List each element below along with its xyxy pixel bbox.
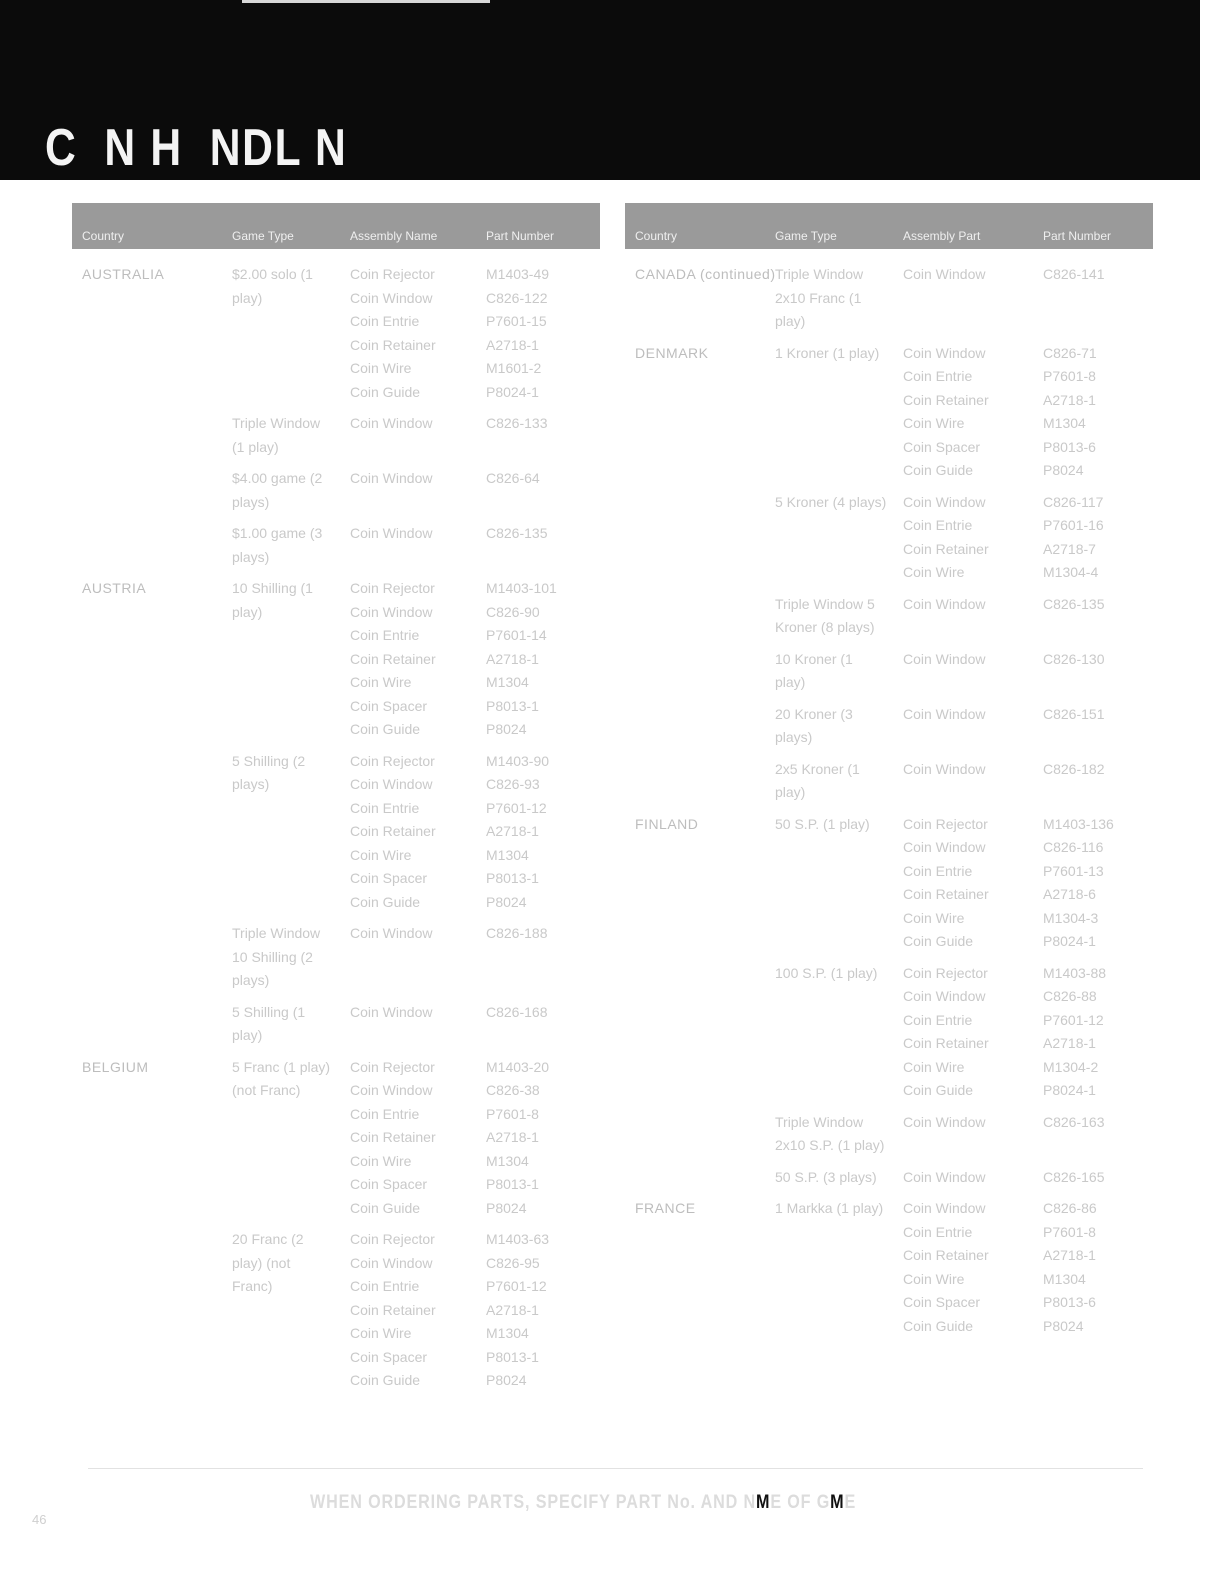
part-number: P8024: [486, 721, 527, 737]
right-header-country: Country: [625, 203, 765, 249]
assembly-name-cell: [340, 750, 476, 915]
country-cell: [625, 593, 765, 640]
right-header-type: Game Type: [765, 203, 893, 249]
part-number: P8013-1: [486, 870, 539, 886]
left-header-part: Part Number: [476, 203, 600, 249]
part-number: A2718-1: [486, 336, 539, 353]
assembly-name-cell: [893, 593, 1033, 640]
assembly-name: Coin Rejector: [350, 1231, 435, 1247]
country-cell: [625, 1111, 765, 1158]
part-number: C826-130: [1043, 650, 1105, 667]
assembly-name-cell: [893, 648, 1033, 695]
game-type-cell: Triple Window (1 play): [232, 415, 321, 455]
assembly-name-cell: [340, 263, 476, 404]
country-cell: [72, 412, 222, 459]
part-number: P8024: [486, 893, 527, 910]
part-number-cell: [1033, 342, 1153, 483]
table-row: [625, 703, 1153, 750]
assembly-name: Coin Window: [350, 525, 433, 541]
assembly-name-cell: [340, 577, 476, 742]
part-number: P7601-16: [1043, 517, 1104, 533]
assembly-name-cell: [893, 758, 1033, 805]
game-type-cell: 20 Kroner (3 plays): [775, 705, 853, 745]
assembly-name: Coin Entrie: [350, 799, 420, 816]
left-header-row: [72, 203, 600, 249]
assembly-name: Coin Wire: [350, 1152, 412, 1169]
part-number: P7601-15: [486, 313, 547, 329]
part-number-cell: [1033, 758, 1153, 805]
part-number: P8013-1: [486, 1348, 539, 1365]
part-number: M1304-3: [1043, 909, 1099, 926]
game-type-cell: $1.00 game (3 plays): [232, 525, 323, 565]
table-row: [72, 922, 600, 993]
part-number: C826-163: [1043, 1113, 1105, 1130]
country-cell: [72, 522, 222, 569]
part-number-cell: [476, 922, 600, 993]
country-cell: [625, 758, 765, 805]
country-cell: FRANCE: [635, 1200, 696, 1216]
part-number: A2718-1: [1043, 1035, 1096, 1051]
assembly-name: Coin Retainer: [903, 391, 989, 408]
part-number: P7601-14: [486, 627, 547, 643]
part-number: P8024: [486, 1199, 527, 1216]
part-number: C826-182: [1043, 760, 1105, 777]
assembly-name: Coin Guide: [903, 1317, 974, 1334]
part-number: C826-93: [486, 776, 540, 792]
assembly-name: Coin Wire: [350, 360, 412, 376]
part-number: C826-135: [486, 525, 548, 541]
part-number: M1304: [486, 674, 529, 690]
footer-ordering-note: [310, 1492, 857, 1514]
assembly-name: Coin Retainer: [350, 823, 436, 839]
game-type-cell: 10 Shilling (1 play): [232, 580, 313, 620]
part-number: C826-165: [1043, 1168, 1105, 1185]
left-header-name: Assembly Name: [340, 203, 476, 249]
page-title: C N H NDL N: [45, 119, 361, 177]
assembly-name: Coin Window: [903, 650, 986, 667]
assembly-name: Coin Wire: [903, 1058, 965, 1075]
game-type-cell: Triple Window 10 Shilling (2 plays): [232, 925, 321, 988]
part-number: P8013-1: [486, 1176, 539, 1192]
assembly-name: Coin Entrie: [903, 862, 973, 879]
table-row: [72, 1228, 600, 1393]
game-type-cell: 50 S.P. (3 plays): [775, 1168, 877, 1185]
assembly-name: Coin Window: [903, 1168, 986, 1185]
part-number-cell: [476, 263, 600, 404]
game-type-cell: 2x5 Kroner (1 play): [775, 760, 860, 800]
header-tab-strip: [242, 0, 490, 3]
assembly-name: Coin Window: [903, 760, 986, 777]
assembly-name: Coin Guide: [350, 1372, 421, 1388]
table-row: [625, 962, 1153, 1103]
assembly-name-cell: [340, 1228, 476, 1393]
country-cell: [72, 1228, 222, 1393]
part-number: M1403-136: [1043, 815, 1114, 832]
assembly-name: Coin Spacer: [350, 870, 428, 886]
part-number: P7601-8: [1043, 368, 1096, 384]
part-number: A2718-1: [486, 1129, 539, 1145]
footer-divider: [88, 1468, 1143, 1469]
table-row: [625, 491, 1153, 585]
assembly-name: Coin Retainer: [350, 336, 436, 353]
part-number: P7601-12: [486, 1278, 547, 1294]
part-number: C826-168: [486, 1003, 548, 1020]
assembly-name: Coin Spacer: [903, 1294, 981, 1310]
game-type-cell: 1 Kroner (1 play): [775, 344, 880, 361]
part-number: P8024: [486, 1372, 527, 1388]
part-number-cell: [476, 412, 600, 459]
assembly-name: Coin Rejector: [350, 266, 435, 282]
assembly-name: Coin Window: [350, 415, 433, 431]
part-number: P7601-8: [486, 1105, 539, 1122]
assembly-name: Coin Retainer: [903, 886, 989, 902]
part-number: P8024-1: [1043, 1082, 1096, 1098]
assembly-name: Coin Window: [350, 1003, 433, 1020]
table-row: [72, 522, 600, 569]
part-number: P7601-12: [1043, 1011, 1104, 1028]
country-cell: [625, 962, 765, 1103]
assembly-name: Coin Window: [350, 1082, 433, 1098]
assembly-name-cell: [893, 263, 1033, 334]
country-cell: [72, 750, 222, 915]
table-row: [625, 758, 1153, 805]
table-row: [625, 1197, 1153, 1338]
footer-text-emph: M: [830, 1492, 845, 1513]
part-number: M1403-63: [486, 1231, 550, 1247]
part-number-cell: [1033, 813, 1153, 954]
assembly-name: Coin Window: [350, 470, 433, 486]
part-number: P8024: [1043, 462, 1084, 478]
game-type-cell: 10 Kroner (1 play): [775, 650, 853, 690]
game-type-cell: 1 Markka (1 play): [775, 1200, 884, 1216]
part-number: C826-151: [1043, 705, 1105, 722]
assembly-name: Coin Wire: [903, 415, 965, 431]
left-header-type: Game Type: [222, 203, 340, 249]
part-number: C826-117: [1043, 493, 1104, 510]
assembly-name: Coin Retainer: [350, 650, 436, 667]
part-number: C826-64: [486, 470, 540, 486]
table-row: [72, 467, 600, 514]
assembly-name: Coin Rejector: [903, 964, 988, 981]
assembly-name: Coin Entrie: [903, 368, 973, 384]
part-number: M1304: [1043, 1270, 1086, 1287]
assembly-name: Coin Wire: [350, 674, 412, 690]
right-header-row: [625, 203, 1153, 249]
table-row: [625, 1166, 1153, 1190]
assembly-name-cell: [340, 1056, 476, 1221]
game-type-cell: Triple Window 5 Kroner (8 plays): [775, 595, 875, 635]
assembly-name: Coin Window: [350, 1254, 433, 1271]
assembly-name: Coin Entrie: [350, 1278, 420, 1294]
assembly-name: Coin Wire: [350, 846, 412, 863]
game-type-cell: Triple Window 2x10 Franc (1 play): [775, 266, 864, 329]
game-type-cell: 5 Shilling (1 play): [232, 1003, 306, 1043]
part-number: C826-133: [486, 415, 548, 431]
assembly-name: Coin Retainer: [903, 1035, 989, 1051]
assembly-name: Coin Window: [903, 595, 986, 612]
part-number: C826-38: [486, 1082, 540, 1098]
assembly-name-cell: [340, 522, 476, 569]
assembly-name-cell: [893, 342, 1033, 483]
part-number: C826-135: [1043, 595, 1105, 612]
table-row: [72, 1056, 600, 1221]
part-number: A2718-1: [486, 650, 539, 667]
country-cell: [625, 1166, 765, 1190]
assembly-name-cell: [893, 1166, 1033, 1190]
assembly-name-cell: [893, 1197, 1033, 1338]
part-number: M1304: [486, 1325, 529, 1341]
country-cell: FINLAND: [635, 815, 699, 832]
assembly-name: Coin Guide: [903, 1082, 974, 1098]
assembly-name: Coin Rejector: [350, 752, 435, 769]
part-number-cell: [476, 522, 600, 569]
right-table-body: [625, 263, 1153, 1346]
part-number: M1601-2: [486, 360, 542, 376]
game-type-cell: 5 Shilling (2 plays): [232, 752, 306, 792]
assembly-name: Coin Guide: [350, 1199, 421, 1216]
country-cell: [625, 703, 765, 750]
part-number: C826-188: [486, 925, 548, 941]
part-number: C826-122: [486, 289, 548, 306]
part-number: C826-95: [486, 1254, 540, 1271]
left-parts-table: [72, 203, 600, 1401]
assembly-name: Coin Window: [903, 839, 986, 855]
part-number-cell: [1033, 648, 1153, 695]
assembly-name: Coin Guide: [350, 893, 421, 910]
part-number-cell: [476, 750, 600, 915]
assembly-name: Coin Window: [903, 344, 986, 361]
country-cell: BELGIUM: [82, 1058, 149, 1075]
assembly-name: Coin Entrie: [903, 1011, 973, 1028]
country-cell: [625, 648, 765, 695]
part-number-cell: [1033, 593, 1153, 640]
assembly-name: Coin Window: [903, 1113, 986, 1130]
assembly-name: Coin Wire: [903, 909, 965, 926]
part-number-cell: [476, 1228, 600, 1393]
assembly-name-cell: [893, 1111, 1033, 1158]
assembly-name: Coin Guide: [903, 462, 974, 478]
part-number: C826-116: [1043, 839, 1104, 855]
assembly-name: Coin Entrie: [350, 313, 420, 329]
part-number: A2718-6: [1043, 886, 1096, 902]
assembly-name: Coin Spacer: [350, 1176, 428, 1192]
assembly-name: Coin Guide: [903, 933, 974, 949]
assembly-name: Coin Rejector: [903, 815, 988, 832]
part-number: P8024-1: [1043, 933, 1096, 949]
table-row: [72, 577, 600, 742]
part-number-cell: [1033, 962, 1153, 1103]
part-number: P8024-1: [486, 383, 539, 400]
game-type-cell: 100 S.P. (1 play): [775, 964, 878, 981]
part-number: P8024: [1043, 1317, 1084, 1334]
table-row: [72, 263, 600, 404]
part-number: P7601-8: [1043, 1223, 1096, 1240]
part-number: C826-71: [1043, 344, 1097, 361]
footer-text-part: WHEN ORDERING PARTS, SPECIFY PART No. AND N: [310, 1492, 757, 1513]
assembly-name: Coin Retainer: [903, 1247, 989, 1263]
part-number: C826-86: [1043, 1200, 1097, 1216]
assembly-name-cell: [340, 1001, 476, 1048]
assembly-name: Coin Window: [903, 988, 986, 1004]
assembly-name: Coin Window: [350, 925, 433, 941]
game-type-cell: 20 Franc (2 play) (not Franc): [232, 1231, 304, 1294]
assembly-name-cell: [340, 922, 476, 993]
page-number: 46: [32, 1512, 47, 1527]
right-header-name: Assembly Part: [893, 203, 1033, 249]
part-number: M1304-4: [1043, 564, 1099, 580]
part-number: M1403-90: [486, 752, 550, 769]
part-number: A2718-7: [1043, 540, 1096, 557]
part-number-cell: [476, 1001, 600, 1048]
part-number: P7601-12: [486, 799, 547, 816]
part-number: M1304: [486, 1152, 529, 1169]
assembly-name-cell: [893, 491, 1033, 585]
part-number: A2718-1: [486, 823, 539, 839]
footer-text-emph: M: [756, 1492, 771, 1513]
game-type-cell: 5 Franc (1 play) (not Franc): [232, 1058, 331, 1098]
part-number: P8013-1: [486, 697, 539, 714]
game-type-cell: $4.00 game (2 plays): [232, 470, 323, 510]
assembly-name: Coin Wire: [903, 1270, 965, 1287]
part-number-cell: [1033, 1166, 1153, 1190]
right-header-part: Part Number: [1033, 203, 1153, 249]
table-row: [625, 648, 1153, 695]
assembly-name: Coin Spacer: [350, 697, 428, 714]
assembly-name: Coin Entrie: [350, 1105, 420, 1122]
table-row: [625, 342, 1153, 483]
country-cell: CANADA (continued): [635, 266, 776, 282]
part-number: M1403-101: [486, 580, 557, 596]
part-number: C826-141: [1043, 266, 1105, 282]
country-cell: [72, 922, 222, 993]
game-type-cell: 5 Kroner (4 plays): [775, 493, 887, 510]
part-number: P8013-6: [1043, 438, 1096, 455]
assembly-name: Coin Rejector: [350, 580, 435, 596]
table-row: [625, 813, 1153, 954]
game-type-cell: $2.00 solo (1 play): [232, 266, 313, 306]
part-number: P8013-6: [1043, 1294, 1096, 1310]
part-number: M1304: [1043, 415, 1086, 431]
country-cell: AUSTRIA: [82, 580, 147, 596]
game-type-cell: 50 S.P. (1 play): [775, 815, 870, 832]
assembly-name-cell: [340, 412, 476, 459]
assembly-name: Coin Window: [350, 603, 433, 620]
part-number: C826-90: [486, 603, 540, 620]
right-parts-table: [625, 203, 1153, 1346]
part-number: M1403-49: [486, 266, 550, 282]
part-number-cell: [476, 577, 600, 742]
part-number: C826-88: [1043, 988, 1097, 1004]
assembly-name-cell: [893, 703, 1033, 750]
assembly-name: Coin Wire: [903, 564, 965, 580]
table-row: [72, 412, 600, 459]
assembly-name: Coin Rejector: [350, 1058, 435, 1075]
country-cell: [72, 467, 222, 514]
part-number: M1403-20: [486, 1058, 550, 1075]
part-number: A2718-1: [1043, 1247, 1096, 1263]
footer-text-part: E OF G: [770, 1492, 831, 1513]
country-cell: AUSTRALIA: [82, 266, 165, 282]
assembly-name: Coin Window: [903, 705, 986, 722]
table-row: [625, 1111, 1153, 1158]
assembly-name: Coin Wire: [350, 1325, 412, 1341]
assembly-name-cell: [340, 467, 476, 514]
table-row: [625, 263, 1153, 334]
table-row: [72, 750, 600, 915]
assembly-name: Coin Window: [350, 776, 433, 792]
part-number-cell: [476, 1056, 600, 1221]
page-header: [0, 0, 1200, 180]
part-number-cell: [1033, 263, 1153, 334]
assembly-name: Coin Guide: [350, 383, 421, 400]
part-number-cell: [1033, 1197, 1153, 1338]
assembly-name: Coin Guide: [350, 721, 421, 737]
left-header-country: Country: [72, 203, 222, 249]
left-table-body: [72, 263, 600, 1401]
country-cell: DENMARK: [635, 344, 709, 361]
part-number-cell: [476, 467, 600, 514]
part-number-cell: [1033, 1111, 1153, 1158]
assembly-name-cell: [893, 813, 1033, 954]
part-number: A2718-1: [486, 1301, 539, 1318]
part-number: M1304: [486, 846, 529, 863]
country-cell: [625, 491, 765, 585]
assembly-name: Coin Window: [903, 1200, 986, 1216]
part-number-cell: [1033, 491, 1153, 585]
table-row: [625, 593, 1153, 640]
part-number: P7601-13: [1043, 862, 1104, 879]
assembly-name: Coin Entrie: [903, 1223, 973, 1240]
assembly-name: Coin Retainer: [350, 1301, 436, 1318]
part-number: M1304-2: [1043, 1058, 1099, 1075]
part-number-cell: [1033, 703, 1153, 750]
footer-text-part: E: [844, 1492, 857, 1513]
assembly-name: Coin Spacer: [903, 438, 981, 455]
assembly-name-cell: [893, 962, 1033, 1103]
assembly-name: Coin Entrie: [903, 517, 973, 533]
country-cell: [72, 1001, 222, 1048]
assembly-name: Coin Retainer: [903, 540, 989, 557]
assembly-name: Coin Entrie: [350, 627, 420, 643]
assembly-name: Coin Retainer: [350, 1129, 436, 1145]
table-row: [72, 1001, 600, 1048]
assembly-name: Coin Window: [903, 493, 986, 510]
part-number: M1403-88: [1043, 964, 1107, 981]
part-number: A2718-1: [1043, 391, 1096, 408]
assembly-name: Coin Spacer: [350, 1348, 428, 1365]
game-type-cell: Triple Window 2x10 S.P. (1 play): [775, 1113, 885, 1153]
assembly-name: Coin Window: [350, 289, 433, 306]
assembly-name: Coin Window: [903, 266, 986, 282]
